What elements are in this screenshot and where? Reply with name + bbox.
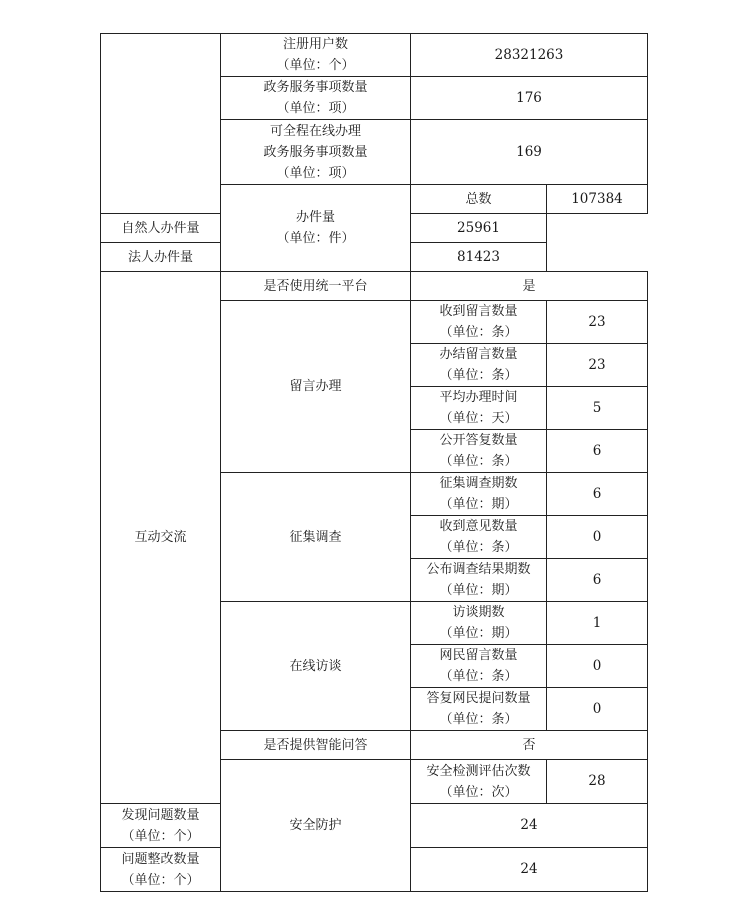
value-cell: 1 <box>547 602 648 645</box>
value-cell: 28 <box>547 760 648 804</box>
value-cell: 23 <box>547 301 648 344</box>
value-cell: 25961 <box>411 214 547 243</box>
item-label-cell: 发现问题数量 （单位：个） <box>101 804 221 848</box>
item-label-cell: 政务服务事项数量 （单位：项） <box>221 77 411 120</box>
value-cell: 23 <box>547 344 648 387</box>
value-cell: 6 <box>547 473 648 516</box>
value-cell: 5 <box>547 387 648 430</box>
table-row <box>101 34 648 77</box>
value-cell: 0 <box>547 645 648 688</box>
value-cell: 24 <box>411 804 648 848</box>
sub-label-cell: 收到留言数量 （单位：条） <box>411 301 547 344</box>
value-cell: 176 <box>411 77 648 120</box>
category-cell: 安全防护 <box>221 760 411 892</box>
sub-label-cell: 公开答复数量 （单位：条） <box>411 430 547 473</box>
sub-label-cell: 办结留言数量 （单位：条） <box>411 344 547 387</box>
item-label-cell: 留言办理 <box>221 301 411 473</box>
value-cell: 0 <box>547 688 648 731</box>
category-cell: 互动交流 <box>101 272 221 804</box>
item-label-cell: 在线访谈 <box>221 602 411 731</box>
value-cell: 24 <box>411 848 648 892</box>
sub-label-cell: 平均办理时间 （单位：天） <box>411 387 547 430</box>
value-cell: 0 <box>547 516 648 559</box>
item-label-cell: 注册用户数 （单位：个） <box>221 34 411 77</box>
sub-label-cell: 访谈期数 （单位：期） <box>411 602 547 645</box>
sub-label-cell: 收到意见数量 （单位：条） <box>411 516 547 559</box>
sub-label-cell: 公布调查结果期数 （单位：期） <box>411 559 547 602</box>
item-label-cell: 征集调查 <box>221 473 411 602</box>
sub-label-cell: 总数 <box>411 185 547 214</box>
sub-label-cell: 网民留言数量 （单位：条） <box>411 645 547 688</box>
item-label-cell: 安全检测评估次数 （单位：次） <box>411 760 547 804</box>
value-cell: 6 <box>547 559 648 602</box>
sub-label-cell: 答复网民提问数量 （单位：条） <box>411 688 547 731</box>
item-label-cell: 是否提供智能问答 <box>221 731 411 760</box>
value-cell: 169 <box>411 120 648 185</box>
statistics-table <box>100 33 648 892</box>
item-label-cell: 可全程在线办理 政务服务事项数量 （单位：项） <box>221 120 411 185</box>
table-row <box>101 272 648 301</box>
value-cell: 28321263 <box>411 34 648 77</box>
sub-label-cell: 征集调查期数 （单位：期） <box>411 473 547 516</box>
sub-label-cell: 自然人办件量 <box>101 214 221 243</box>
value-cell: 否 <box>411 731 648 760</box>
item-label-cell: 是否使用统一平台 <box>221 272 411 301</box>
value-cell: 是 <box>411 272 648 301</box>
sub-label-cell: 法人办件量 <box>101 243 221 272</box>
value-cell: 6 <box>547 430 648 473</box>
value-cell: 107384 <box>547 185 648 214</box>
item-label-cell: 问题整改数量 （单位：个） <box>101 848 221 892</box>
category-cell <box>101 34 221 214</box>
item-label-cell: 办件量 （单位：件） <box>221 185 411 272</box>
value-cell: 81423 <box>411 243 547 272</box>
